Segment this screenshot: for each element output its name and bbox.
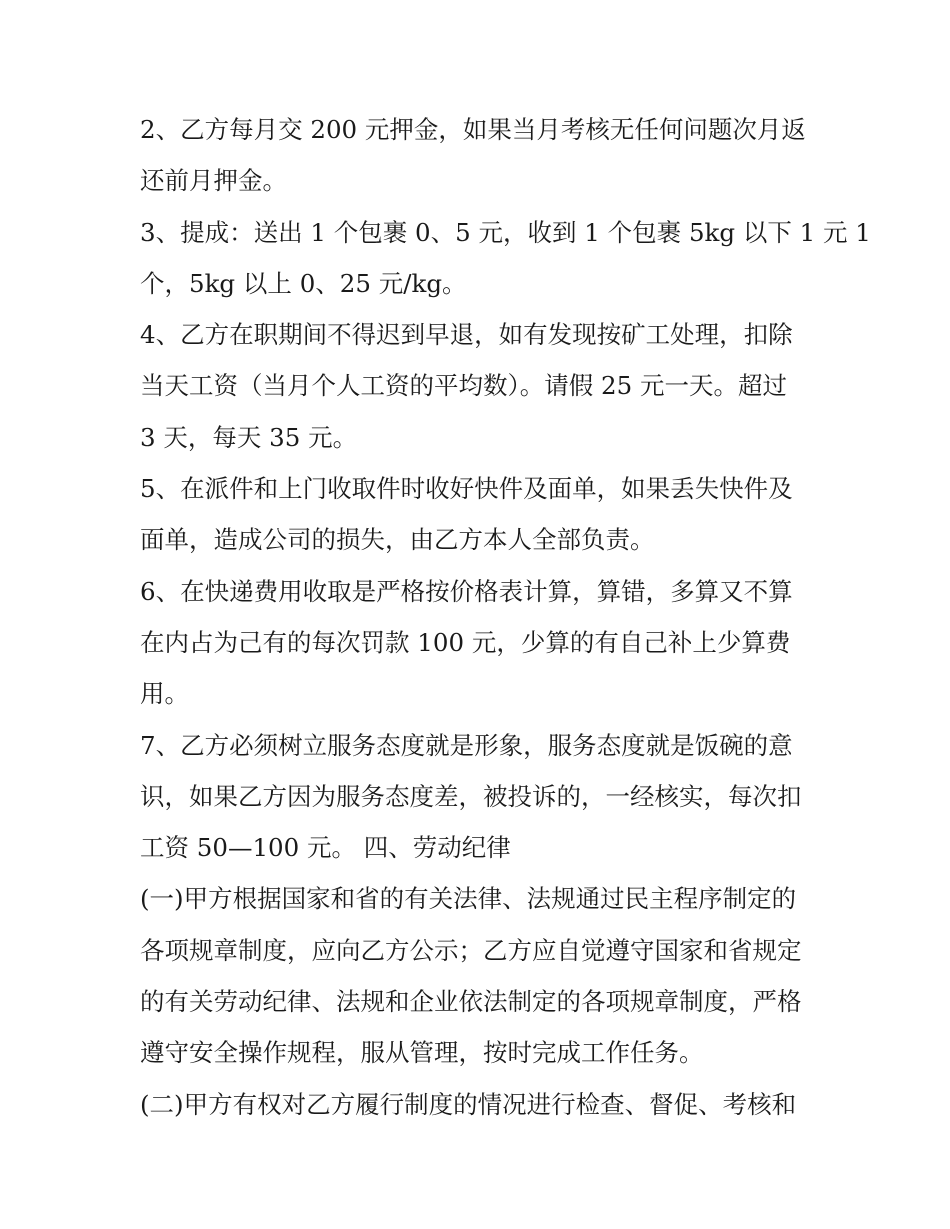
text-line: 工资 50—100 元。 四、劳动纪律 — [140, 833, 511, 863]
text-line: 3 天，每天 35 元。 — [140, 422, 358, 452]
paragraph-clause-6 — [140, 566, 830, 720]
text-line: 的有关劳动纪律、法规和企业依法制定的各项规章制度，严格 — [140, 987, 802, 1017]
paragraph-clause-5 — [140, 463, 830, 566]
text-line: (一)甲方根据国家和省的有关法律、法规通过民主程序制定的 — [140, 884, 797, 914]
text-line: 个，5kg 以上 0、25 元/kg。 — [140, 268, 467, 298]
paragraph-discipline-2 — [140, 1079, 830, 1130]
text-line: 3、提成：送出 1 个包裹 0、5 元，收到 1 个包裹 5kg 以下 1 元 1 — [140, 217, 871, 247]
text-line: 2、乙方每月交 200 元押金，如果当月考核无任何问题次月返 — [140, 115, 806, 144]
text-line: (二)甲方有权对乙方履行制度的情况进行检查、督促、考核和 — [140, 1089, 797, 1119]
paragraph-discipline-1 — [140, 873, 830, 1078]
paragraph-clause-3 — [140, 207, 871, 310]
paragraph-clause-7 — [140, 720, 830, 874]
text-line: 4、乙方在职期间不得迟到早退，如有发现按矿工处理，扣除 — [140, 320, 793, 350]
text-line: 6、在快递费用收取是严格按价格表计算，算错，多算又不算 — [140, 576, 793, 606]
text-line: 7、乙方必须树立服务态度就是形象，服务态度就是饭碗的意 — [140, 730, 793, 760]
text-line: 在内占为己有的每次罚款 100 元，少算的有自己补上少算费 — [140, 627, 791, 657]
text-line: 识，如果乙方因为服务态度差，被投诉的，一经核实，每次扣 — [140, 781, 802, 811]
paragraph-clause-4 — [140, 309, 830, 463]
text-line: 还前月押金。 — [140, 166, 287, 196]
paragraph-clause-2 — [140, 104, 830, 207]
text-line: 各项规章制度，应向乙方公示；乙方应自觉遵守国家和省规定 — [140, 935, 802, 965]
text-line: 遵守安全操作规程，服从管理，按时完成工作任务。 — [140, 1038, 704, 1068]
text-line: 面单，造成公司的损失，由乙方本人全部负责。 — [140, 525, 655, 555]
text-line: 5、在派件和上门收取件时收好快件及面单，如果丢失快件及 — [140, 474, 793, 504]
document-body — [140, 104, 871, 1130]
text-line: 用。 — [140, 679, 189, 709]
text-line: 当天工资（当月个人工资的平均数）。请假 25 元一天。超过 — [140, 371, 787, 401]
